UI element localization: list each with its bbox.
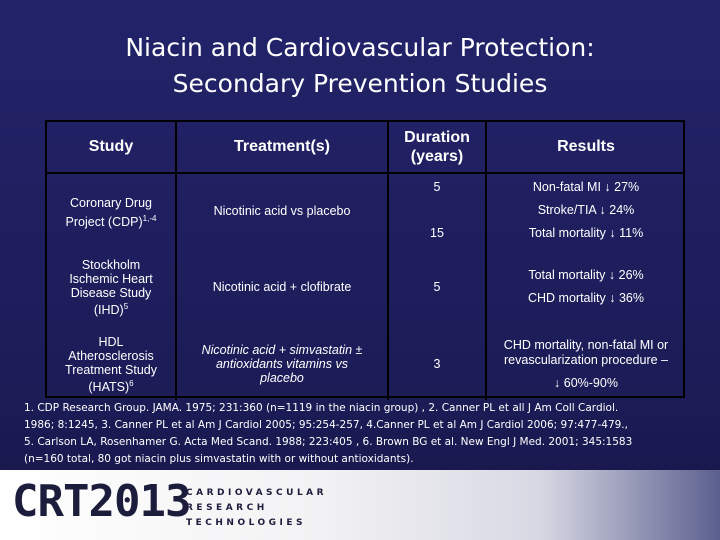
study-line: Treatment Study: [65, 363, 157, 377]
result-line: ↓ 60%-90%: [554, 376, 618, 390]
table-row-hats-study: [47, 335, 175, 394]
table-row-ihd-result-2: CHD mortality ↓ 36%: [528, 291, 644, 305]
result-line: CHD mortality, non-fatal MI or: [503, 338, 669, 352]
references: [24, 400, 704, 468]
table-row-hats-results: [487, 338, 685, 391]
header-duration-line-2: (years): [410, 148, 464, 165]
table-row-cdp-result-1: Non-fatal MI ↓ 27%: [532, 180, 640, 194]
header-study: Study: [88, 138, 134, 155]
logo-subtitle-line: TECHNOLOGIES: [186, 518, 307, 528]
table-row-hats-treatment: [177, 343, 387, 385]
header-duration-line-1: Duration: [404, 129, 470, 146]
study-name: Project (CDP): [65, 215, 143, 230]
result-line: revascularization procedure –: [504, 353, 668, 367]
study-line: Coronary Drug: [70, 196, 152, 210]
table-row-cdp-result-2: Stroke/TIA ↓ 24%: [537, 203, 635, 217]
study-line: Ischemic Heart: [69, 272, 153, 286]
crt-logo: CRT2013: [12, 476, 191, 527]
crt-logo-subtitle: [186, 486, 327, 531]
treatment-line: placebo: [260, 371, 304, 385]
study-ref: 1,-4: [142, 214, 157, 223]
study-ref: 5: [123, 302, 129, 311]
table-row-ihd-duration: 5: [433, 280, 441, 294]
table-row-cdp-treatment: Nicotinic acid vs placebo: [213, 204, 351, 218]
study-line: Stockholm: [81, 258, 141, 272]
study-line: Disease Study: [70, 286, 152, 300]
treatment-line: antioxidants vitamins vs: [215, 357, 348, 371]
table-row-cdp-result-3: Total mortality ↓ 11%: [528, 226, 644, 240]
study-line: [47, 377, 175, 394]
table-row-cdp-study: [47, 196, 175, 230]
table-row-ihd-result-1: Total mortality ↓ 26%: [528, 268, 644, 282]
title-line-1: Niacin and Cardiovascular Protection:: [125, 33, 595, 62]
logo-subtitle-line: RESEARCH: [186, 503, 268, 513]
title-line-2: Secondary Prevention Studies: [172, 69, 548, 98]
table-row-ihd-study: [47, 258, 175, 317]
studies-table: [45, 120, 685, 398]
study-line: HDL: [98, 335, 124, 349]
slide-title: [0, 30, 720, 102]
header-results: Results: [557, 138, 615, 155]
logo-subtitle-line: CARDIOVASCULAR: [186, 488, 328, 498]
reference-line: 1. CDP Research Group. JAMA. 1975; 231:360 (n=1119 in the niacin group) , 2. Canner PL et all J Am Coll Cardiol.: [24, 402, 619, 414]
reference-line: 5. Carlson LA, Rosenhamer G. Acta Med Scand. 1988; 223:405 , 6. Brown BG et al. New Engl J Med. 2001; 345:1583: [24, 436, 633, 448]
table-divider: [47, 172, 685, 174]
header-duration: [389, 128, 485, 166]
header-treatment: Treatment(s): [233, 138, 331, 155]
table-row-hats-duration: 3: [433, 357, 441, 371]
reference-line: 1986; 8:1245, 3. Canner PL et al Am J Cardiol 2005; 95:254-257, 4.Canner PL et al Am J Cardiol 2006; 97:477-479.,: [24, 419, 628, 431]
reference-line: (n=160 total, 80 got niacin plus simvastatin with or without antioxidants).: [24, 453, 414, 465]
study-name: (IHD): [93, 303, 124, 318]
table-row-ihd-treatment: Nicotinic acid + clofibrate: [212, 280, 352, 294]
study-name: (HATS): [88, 380, 130, 395]
study-line: [47, 300, 175, 317]
treatment-line: Nicotinic acid + simvastatin ±: [201, 343, 363, 357]
study-line: [47, 211, 175, 230]
study-line: Atherosclerosis: [68, 349, 154, 363]
table-row-cdp-duration-1: 5: [433, 180, 441, 194]
study-ref: 6: [129, 379, 134, 388]
table-row-cdp-duration-2: 15: [430, 226, 444, 240]
